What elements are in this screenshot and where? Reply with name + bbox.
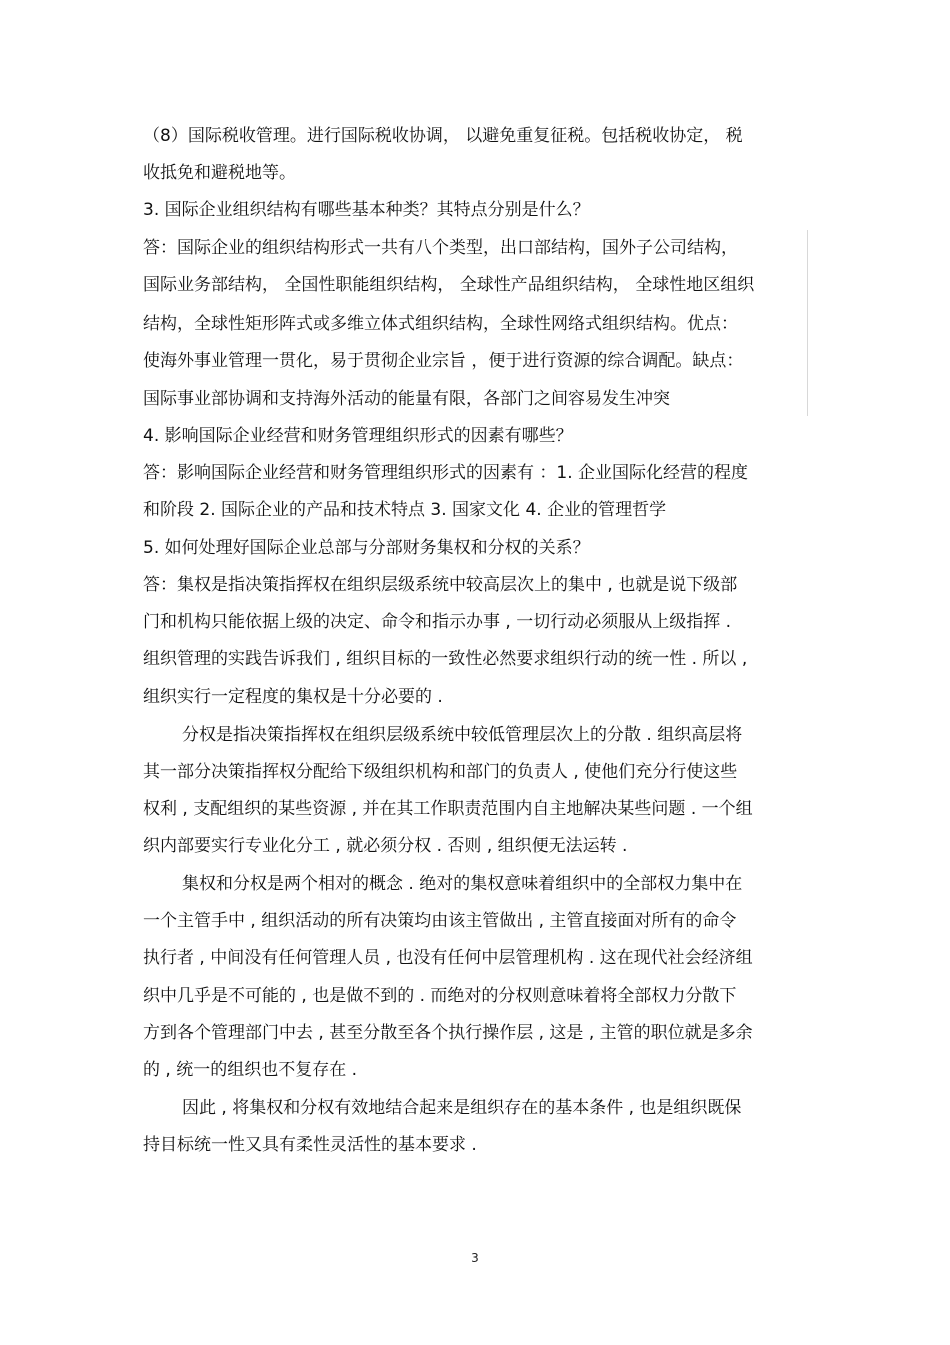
answer-line: 门和机构只能依据上级的决定、命令和指示办事 , 一切行动必须服从上级指挥 . [143, 612, 732, 632]
question-heading: 3. 国际企业组织结构有哪些基本种类？其特点分别是什么？ [143, 200, 590, 220]
text-box-border [807, 230, 808, 416]
paragraph-line: 织内部要实行专业化分工 , 就必须分权 . 否则 , 组织便无法运转 . [143, 836, 628, 856]
paragraph-line: 收抵免和避税地等。 [143, 163, 296, 183]
paragraph-line: 其一部分决策指挥权分配给下级组织机构和部门的负责人 , 使他们充分行使这些 [143, 762, 738, 782]
paragraph-line: 分权是指决策指挥权在组织层级系统中较低管理层次上的分散 . 组织高层将 [182, 725, 743, 745]
question-heading: 5. 如何处理好国际企业总部与分部财务集权和分权的关系？ [143, 538, 590, 558]
answer-line: 和阶段 2. 国际企业的产品和技术特点 3. 国家文化 4. 企业的管理哲学 [143, 500, 667, 520]
paragraph-line: 一个主管手中 , 组织活动的所有决策均由该主管做出 , 主管直接面对所有的命令 [143, 911, 737, 931]
answer-line: 使海外事业管理一贯化，易于贯彻企业宗旨 ，便于进行资源的综合调配。缺点： [143, 351, 744, 371]
answer-line: 国际业务部结构， 全国性职能组织结构， 全球性产品组织结构， 全球性地区组织 [143, 275, 755, 295]
answer-line: 组织实行一定程度的集权是十分必要的 . [143, 687, 443, 707]
paragraph-line: 执行者 , 中间没有任何管理人员 , 也没有任何中层管理机构 . 这在现代社会经济组 [143, 948, 753, 968]
paragraph-line: 持目标统一性又具有柔性灵活性的基本要求 . [143, 1135, 477, 1155]
paragraph-line: 方到各个管理部门中去 , 甚至分散至各个执行操作层 , 这是 , 主管的职位就是多余 [143, 1023, 753, 1043]
paragraph-line: （8）国际税收管理。进行国际税收协调， 以避免重复征税。包括税收协定， 税 [143, 126, 743, 146]
answer-line: 国际事业部协调和支持海外活动的能量有限，各部门之间容易发生冲突 [143, 389, 670, 409]
answer-line: 结构，全球性矩形阵式或多维立体式组织结构，全球性网络式组织结构。优点： [143, 314, 738, 334]
answer-line: 答：集权是指决策指挥权在组织层级系统中较高层次上的集中 , 也就是说下级部 [143, 575, 738, 595]
paragraph-line: 权利 , 支配组织的某些资源 , 并在其工作职责范围内自主地解决某些问题 . 一个组 [143, 799, 753, 819]
question-heading: 4. 影响国际企业经营和财务管理组织形式的因素有哪些？ [143, 426, 573, 446]
paragraph-line: 的 , 统一的组织也不复存在 . [143, 1060, 358, 1080]
answer-line: 答：影响国际企业经营和财务管理组织形式的因素有 ：1. 企业国际化经营的程度 [143, 463, 749, 483]
answer-line: 答：国际企业的组织结构形式一共有八个类型，出口部结构，国外子公司结构， [143, 238, 738, 258]
paragraph-line: 因此 , 将集权和分权有效地结合起来是组织存在的基本条件 , 也是组织既保 [182, 1098, 742, 1118]
paragraph-line: 织中几乎是不可能的 , 也是做不到的 . 而绝对的分权则意味着将全部权力分散下 [143, 986, 737, 1006]
page-number: 3 [471, 1251, 479, 1265]
paragraph-line: 集权和分权是两个相对的概念 . 绝对的集权意味着组织中的全部权力集中在 [182, 874, 743, 894]
answer-line: 组织管理的实践告诉我们 , 组织目标的一致性必然要求组织行动的统一性 . 所以 , [143, 649, 748, 669]
